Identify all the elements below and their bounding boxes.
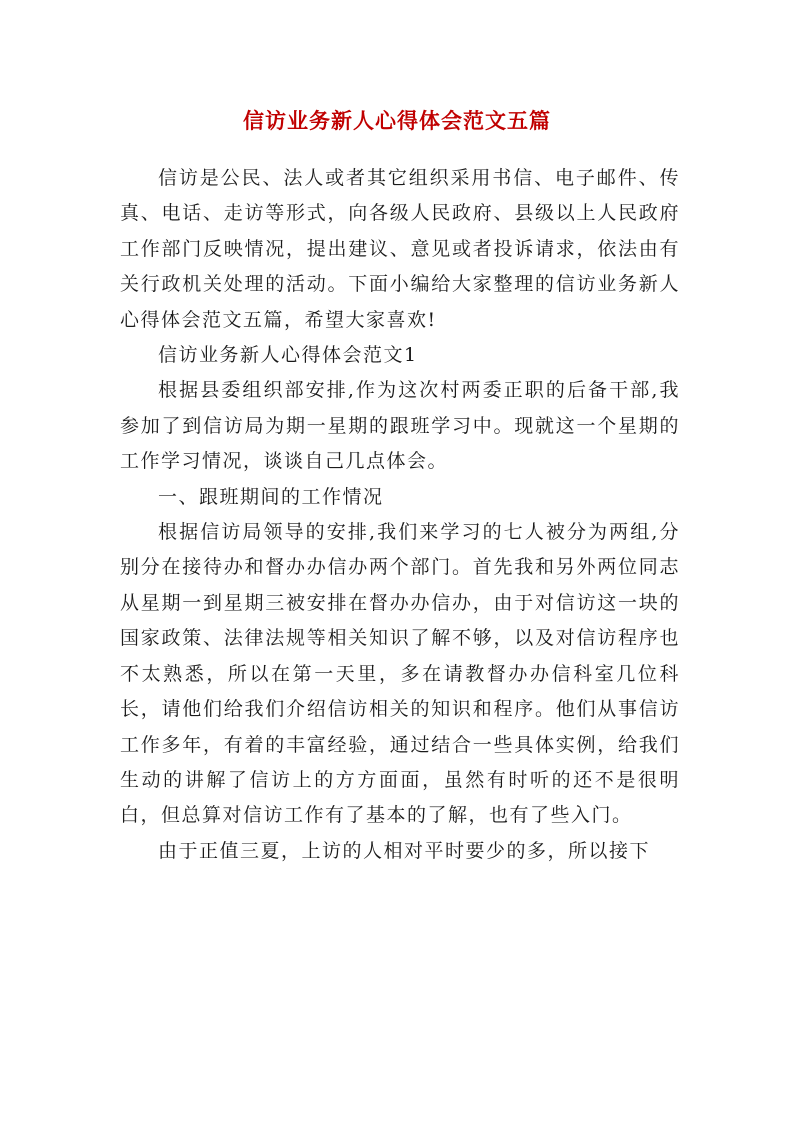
body-paragraph: 由于正值三夏，上访的人相对平时要少的多，所以接下 — [158, 839, 651, 862]
body-paragraph: 根据县委组织部安排,作为这次村两委正职的后备干部,我参加了到信访局为期一星期的跟班学习中。现就这一个星期的工作学习情况，谈谈自己几点体会。 — [120, 379, 680, 473]
body-paragraph: 根据信访局领导的安排,我们来学习的七人被分为两组,分别分在接待办和督办办信办两个部门。首先我和另外两位同志从星期一到星期三被安排在督办办信办，由于对信访这一块的国家政策、法律法规等相关知识了解不够，以及对信访程序也不太熟悉，所以在第一天里，多在请教督办办信科室几位科长，请他们给我们介绍信访相关的知识和程序。他们从事信访工作多年，有着的丰富经验，通过结合一些具体实例，给我们生动的讲解了信访上的方方面面，虽然有时听的还不是很明白，但总算对信访工作有了基本的了解，也有了些入门。 — [120, 521, 680, 827]
document-title: 信访业务新人心得体会范文五篇 — [243, 108, 551, 133]
subsection-heading: 一、跟班期间的工作情况 — [158, 485, 384, 508]
document-body — [120, 161, 680, 869]
section-heading-essay-1: 信访业务新人心得体会范文1 — [158, 344, 418, 367]
intro-paragraph: 信访是公民、法人或者其它组织采用书信、电子邮件、传真、电话、走访等形式，向各级人民政府、县级以上人民政府工作部门反映情况，提出建议、意见或者投诉请求，依法由有关行政机关处理的活动。下面小编给大家整理的信访业务新人心得体会范文五篇，希望大家喜欢! — [120, 167, 680, 331]
